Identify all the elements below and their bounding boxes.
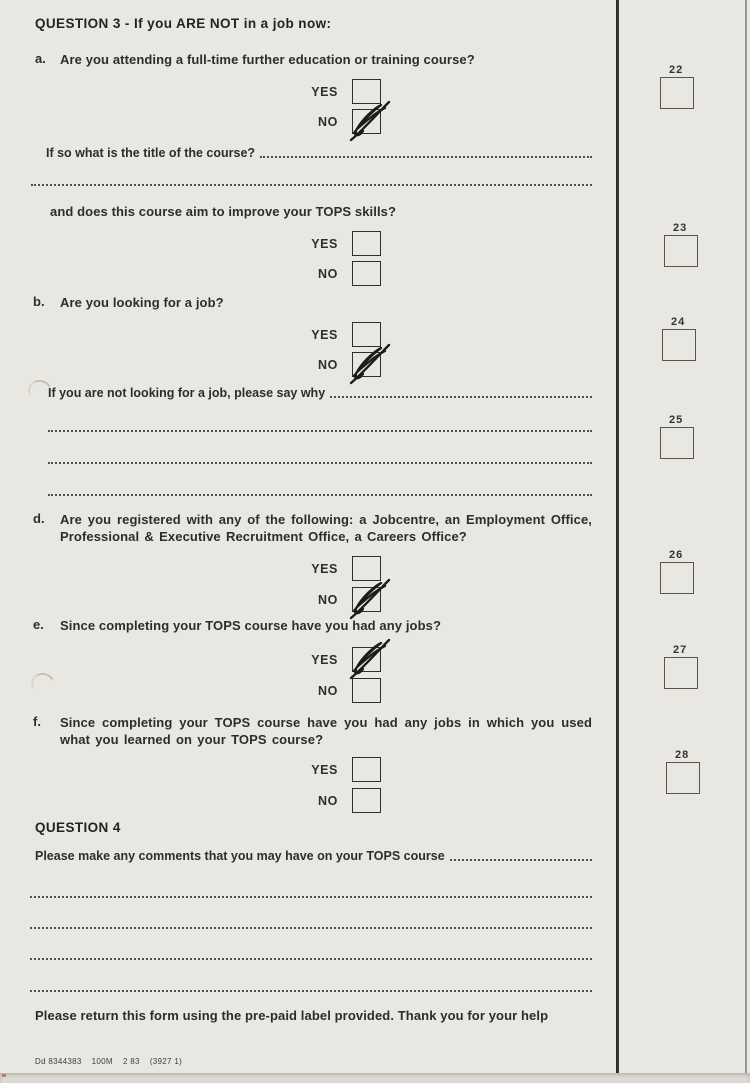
comments-prompt-row bbox=[35, 849, 592, 863]
code-field-26 bbox=[660, 549, 720, 594]
yes-label: YES bbox=[311, 236, 338, 251]
code-number: 23 bbox=[673, 222, 688, 234]
yes-label: YES bbox=[311, 84, 338, 99]
checkbox-d-no[interactable] bbox=[352, 587, 381, 612]
question-a-letter: a. bbox=[35, 51, 46, 66]
no-row-b bbox=[280, 352, 381, 377]
course-title-prompt-row bbox=[46, 146, 592, 160]
not-looking-prompt: If you are not looking for a job, please say why bbox=[48, 386, 326, 400]
yes-row-e bbox=[280, 647, 381, 672]
code-number: 27 bbox=[673, 644, 688, 656]
question4-title: QUESTION 4 bbox=[35, 820, 121, 835]
yes-row-a bbox=[280, 79, 381, 104]
no-label: NO bbox=[318, 114, 338, 129]
code-box-28[interactable] bbox=[666, 762, 700, 794]
checkbox-e-no[interactable] bbox=[352, 678, 381, 703]
yes-row-b bbox=[280, 322, 381, 347]
tops-skills-prompt: and does this course aim to improve your TOPS skills? bbox=[50, 204, 397, 219]
page-fold-rule bbox=[616, 0, 619, 1083]
question-d-letter: d. bbox=[33, 511, 45, 526]
comments-answer-line-4[interactable] bbox=[30, 958, 592, 960]
comments-answer-line-3[interactable] bbox=[30, 927, 592, 929]
checkbox-b-yes[interactable] bbox=[352, 322, 381, 347]
comments-answer-line-2[interactable] bbox=[30, 896, 592, 898]
course-title-answer-line-2[interactable] bbox=[31, 184, 592, 186]
code-box-24[interactable] bbox=[662, 329, 696, 361]
question-f-letter: f. bbox=[33, 714, 41, 729]
print-imprint: Dd 8344383 100M 2 83 (3927 1) bbox=[35, 1057, 183, 1066]
not-looking-prompt-row bbox=[48, 386, 592, 400]
return-instructions: Please return this form using the pre-paid label provided. Thank you for your help bbox=[35, 1008, 549, 1023]
code-field-27 bbox=[664, 644, 724, 689]
no-row-skills bbox=[280, 261, 381, 286]
code-field-22 bbox=[660, 64, 720, 109]
code-box-25[interactable] bbox=[660, 427, 694, 459]
code-number: 28 bbox=[675, 749, 690, 761]
no-row-d bbox=[280, 587, 381, 612]
no-label: NO bbox=[318, 793, 338, 808]
code-field-25 bbox=[660, 414, 720, 459]
checkbox-e-yes[interactable] bbox=[352, 647, 381, 672]
question-f-text: Since completing your TOPS course have you had any jobs in which you used what you learned on your TOPS course? bbox=[60, 715, 592, 747]
question-b-text: Are you looking for a job? bbox=[60, 295, 224, 310]
comments-answer-line[interactable] bbox=[450, 859, 592, 861]
no-label: NO bbox=[318, 266, 338, 281]
scan-right-edge bbox=[745, 0, 747, 1083]
no-row-a bbox=[280, 109, 381, 134]
code-number: 25 bbox=[669, 414, 684, 426]
course-title-answer-line[interactable] bbox=[260, 156, 592, 158]
checkbox-a-yes[interactable] bbox=[352, 79, 381, 104]
code-box-23[interactable] bbox=[664, 235, 698, 267]
question-e-text: Since completing your TOPS course have you had any jobs? bbox=[60, 618, 442, 633]
yes-row-skills bbox=[280, 231, 381, 256]
scan-speck bbox=[2, 1074, 6, 1077]
course-title-prompt: If so what is the title of the course? bbox=[46, 146, 256, 160]
not-looking-answer-line-4[interactable] bbox=[48, 494, 592, 496]
code-box-26[interactable] bbox=[660, 562, 694, 594]
code-box-27[interactable] bbox=[664, 657, 698, 689]
checkbox-skills-no[interactable] bbox=[352, 261, 381, 286]
code-number: 24 bbox=[671, 316, 686, 328]
no-label: NO bbox=[318, 683, 338, 698]
not-looking-answer-line-3[interactable] bbox=[48, 462, 592, 464]
not-looking-answer-line[interactable] bbox=[330, 396, 592, 398]
yes-label: YES bbox=[311, 652, 338, 667]
handwritten-check-mark bbox=[344, 635, 394, 683]
checkbox-skills-yes[interactable] bbox=[352, 231, 381, 256]
handwritten-check-mark bbox=[344, 575, 394, 623]
comments-answer-line-5[interactable] bbox=[30, 990, 592, 992]
checkbox-d-yes[interactable] bbox=[352, 556, 381, 581]
question-d-text: Are you registered with any of the following: a Jobcentre, an Employment Office, Professional & Executive Recruitment Office, a Careers Office? bbox=[60, 512, 592, 544]
yes-label: YES bbox=[311, 762, 338, 777]
checkbox-f-no[interactable] bbox=[352, 788, 381, 813]
handwritten-check-mark bbox=[344, 340, 394, 388]
question-b-letter: b. bbox=[33, 294, 45, 309]
code-number: 26 bbox=[669, 549, 684, 561]
code-box-22[interactable] bbox=[660, 77, 694, 109]
checkbox-a-no[interactable] bbox=[352, 109, 381, 134]
code-number: 22 bbox=[669, 64, 684, 76]
code-field-28 bbox=[666, 749, 726, 794]
no-label: NO bbox=[318, 357, 338, 372]
yes-label: YES bbox=[311, 327, 338, 342]
yes-row-d bbox=[280, 556, 381, 581]
yes-row-f bbox=[280, 757, 381, 782]
code-field-23 bbox=[664, 222, 724, 267]
punch-hole-mark bbox=[28, 670, 58, 698]
checkbox-f-yes[interactable] bbox=[352, 757, 381, 782]
code-field-24 bbox=[662, 316, 722, 361]
question3-title: QUESTION 3 - If you ARE NOT in a job now: bbox=[35, 16, 332, 31]
checkbox-b-no[interactable] bbox=[352, 352, 381, 377]
yes-label: YES bbox=[311, 561, 338, 576]
comments-prompt: Please make any comments that you may have on your TOPS course bbox=[35, 849, 445, 863]
handwritten-check-mark bbox=[344, 97, 394, 145]
question-a-text: Are you attending a full-time further education or training course? bbox=[60, 52, 475, 67]
scan-bottom-edge bbox=[0, 1073, 750, 1083]
question-e-letter: e. bbox=[33, 617, 44, 632]
no-row-e bbox=[280, 678, 381, 703]
not-looking-answer-line-2[interactable] bbox=[48, 430, 592, 432]
no-row-f bbox=[280, 788, 381, 813]
no-label: NO bbox=[318, 592, 338, 607]
